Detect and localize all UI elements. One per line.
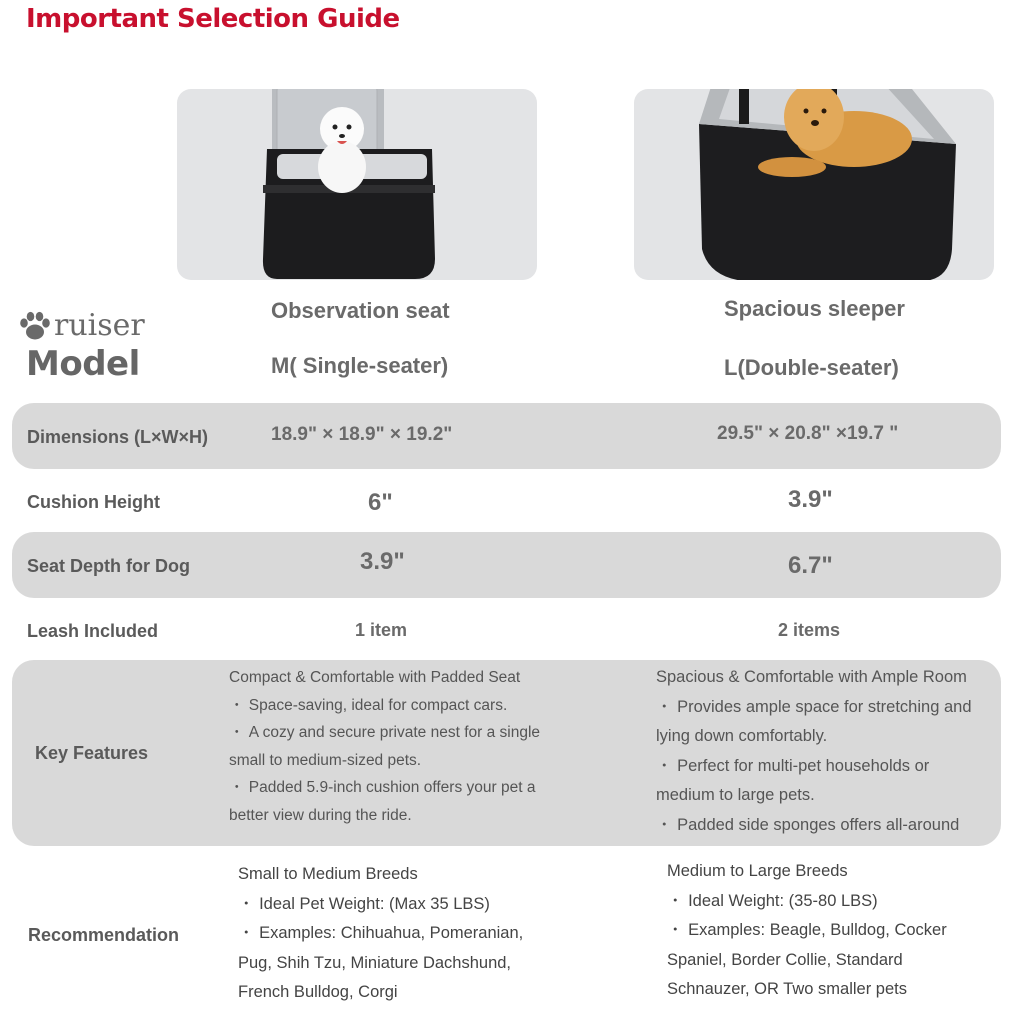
- product-image-m: [177, 89, 537, 280]
- model-m-name: Observation seat: [271, 298, 450, 323]
- cushion-height-m-value: 6": [368, 489, 393, 516]
- leash-m-value: 1 item: [355, 620, 408, 640]
- recommendation-l-heading: Medium to Large Breeds: [667, 862, 848, 880]
- features-m-line: ・ Space-saving, ideal for compact cars.: [229, 696, 508, 714]
- page-title: Important Selection Guide: [26, 4, 400, 34]
- model-m-size: M( Single-seater): [271, 353, 449, 378]
- model-l-name: Spacious sleeper: [724, 296, 905, 321]
- dimensions-label: Dimensions (L×W×H): [27, 427, 209, 447]
- cushion-height-l-value: 3.9": [788, 486, 833, 513]
- features-m-line: ・ Padded 5.9-inch cushion offers your pet a: [229, 779, 536, 796]
- key-features-m: [229, 664, 540, 829]
- features-m-line: better view during the ride.: [229, 806, 412, 824]
- features-l-heading: Spacious & Comfortable with Ample Room: [656, 668, 967, 686]
- recommendation-m-heading: Small to Medium Breeds: [238, 865, 418, 883]
- recommendation-label: Recommendation: [28, 925, 180, 945]
- features-l-line: ・ Padded side sponges offers all-around: [656, 815, 960, 834]
- dimensions-l-value: 29.5" × 20.8" ×19.7 ": [717, 423, 899, 444]
- car-seat-small-illustration: [177, 89, 537, 280]
- recommendation-l-line: ・ Ideal Weight: (35-80 LBS): [667, 891, 878, 910]
- recommendation-l-line: Spaniel, Border Collie, Standard: [667, 950, 903, 969]
- recommendation-m-line: ・ Ideal Pet Weight: (Max 35 LBS): [238, 894, 490, 913]
- features-l-line: medium to large pets.: [656, 786, 815, 804]
- features-l-line: lying down comfortably.: [656, 727, 828, 745]
- features-m-line: ・ A cozy and secure private nest for a single: [229, 724, 541, 741]
- key-features-l: [656, 663, 972, 840]
- recommendation-m-line: ・ Examples: Chihuahua, Pomeranian,: [238, 924, 524, 942]
- leash-label: Leash Included: [27, 621, 159, 641]
- recommendation-l-line: Schnauzer, OR Two smaller pets: [667, 980, 907, 998]
- features-m-line: small to medium-sized pets.: [229, 751, 422, 769]
- seat-depth-m-value: 3.9": [360, 548, 405, 575]
- model-l-size: L(Double-seater): [724, 355, 899, 380]
- product-image-l: [634, 89, 994, 280]
- recommendation-m-line: Pug, Shih Tzu, Miniature Dachshund,: [238, 953, 512, 972]
- seat-depth-l-value: 6.7": [788, 552, 833, 579]
- car-seat-large-illustration: [634, 89, 994, 280]
- features-m-heading: Compact & Comfortable with Padded Seat: [229, 669, 521, 686]
- seat-depth-label: Seat Depth for Dog: [27, 556, 191, 576]
- recommendation-m: [238, 860, 523, 1008]
- dimensions-m-value: 18.9" × 18.9" × 19.2": [271, 424, 453, 445]
- leash-l-value: 2 items: [778, 620, 841, 640]
- cushion-height-label: Cushion Height: [27, 492, 160, 512]
- model-label: Model: [26, 344, 140, 384]
- recommendation-l-line: ・ Examples: Beagle, Bulldog, Cocker: [667, 921, 947, 939]
- brand-logo: [18, 308, 145, 343]
- brand-name: ruiser: [54, 308, 145, 343]
- key-features-label: Key Features: [35, 743, 149, 763]
- paw-icon: [18, 311, 52, 341]
- features-l-line: ・ Provides ample space for stretching and: [656, 697, 972, 716]
- recommendation-m-line: French Bulldog, Corgi: [238, 983, 398, 1001]
- features-l-line: ・ Perfect for multi-pet households or: [656, 756, 930, 775]
- recommendation-l: [667, 857, 947, 1005]
